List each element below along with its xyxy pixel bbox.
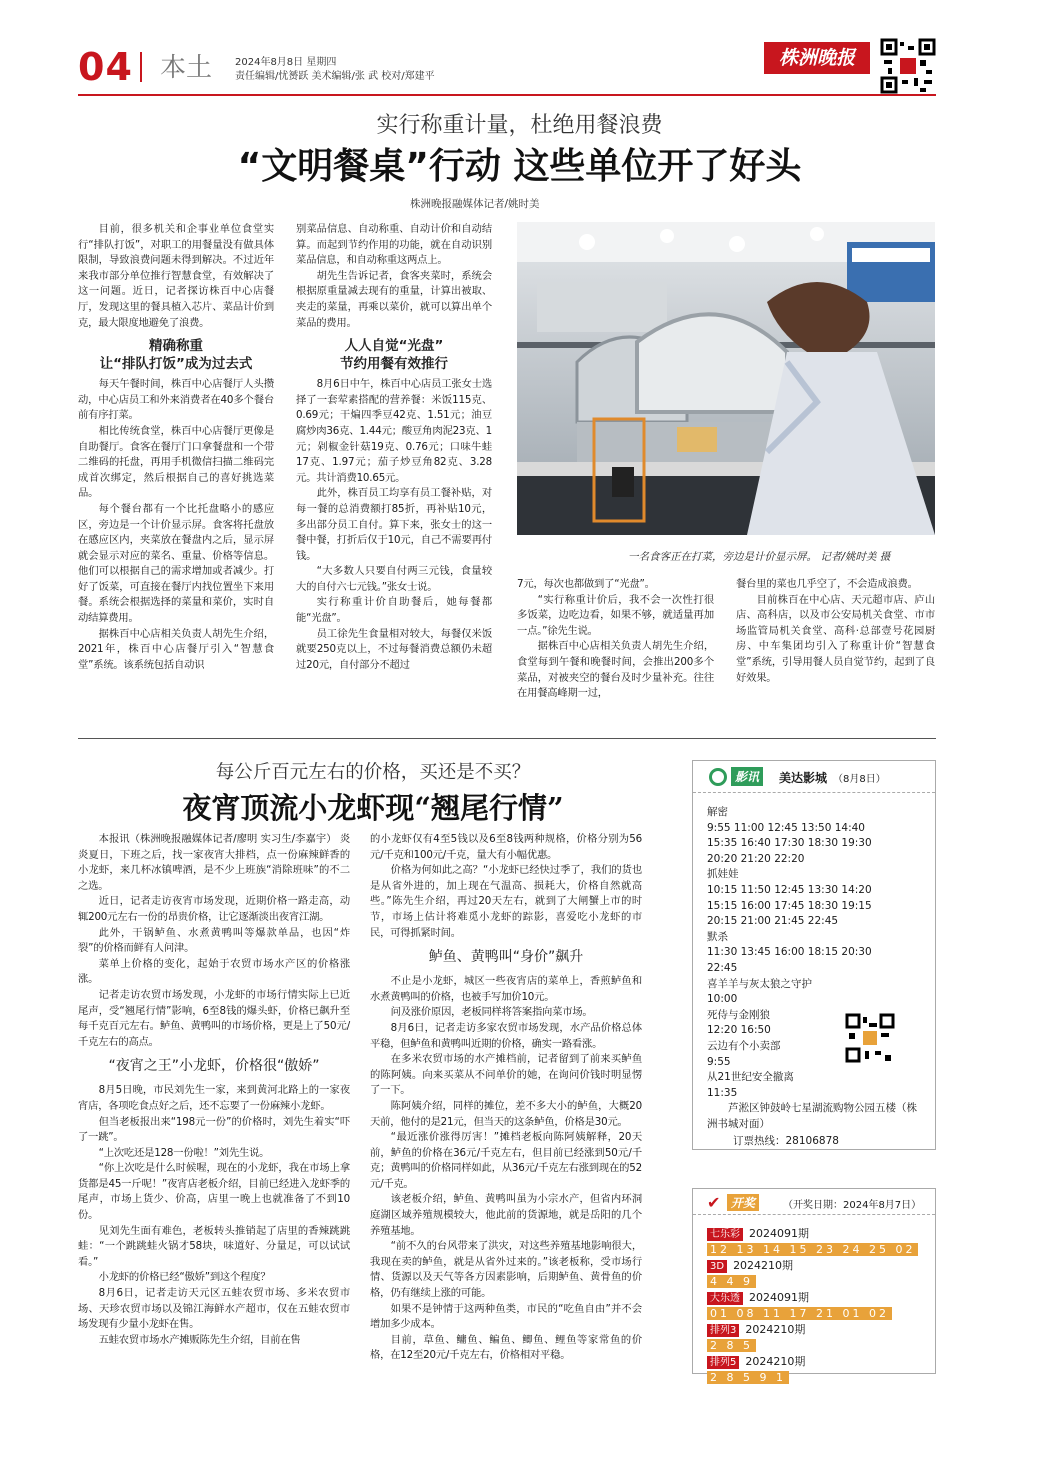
a1-c1-p: 每个餐台都有一个比托盘略小的感应区，旁边是一个计价显示屏。食客将托盘放在感应区内，夹菜放在餐盘内之后，显示屏就会显示对应的菜名、重量、价格等信息。他们可以根据自己的需求增加或者减少。打好了饭菜，可直接在餐厅内找位置坐下来用餐。系统会根据选择的菜量和菜价，实时自动结算费用。 [78, 502, 274, 625]
a1-c2-p: “大多数人只要自付两三元钱，食量较大的自付六七元钱。”张女士说。 [296, 565, 492, 593]
film-title: 喜羊羊与灰太狼之守护 [707, 977, 812, 990]
a2-c1-p: 8月5日晚，市民刘先生一家，来到黄河北路上的一家夜宵店，各项吃食点好之后，还不忘要了一份麻辣小龙虾。 [78, 1084, 350, 1112]
article1-col2 [296, 222, 492, 673]
checkmark-icon: ✔ [707, 1193, 721, 1212]
lottery-row [707, 1286, 935, 1304]
a2-c2-p: 在多米农贸市场的水产摊档前，记者留到了前来买鲈鱼的陈阿姨。向来买菜从不问单价的她，在询问价钱时明显愣了一下。 [370, 1053, 642, 1097]
a2-c1-p: “上次吃还是128一份啦！”刘先生说。 [98, 1146, 270, 1159]
a1-c2-p: 胡先生告诉记者，食客夹菜时，系统会根据原重量减去现有的重量，计算出被取、夹走的菜量，再乘以菜价，就可以算出单个菜品的费用。 [296, 269, 492, 329]
a1-subhead2-line1: 人人自觉“光盘” [344, 338, 444, 355]
masthead-logo: 株洲晚报 [764, 42, 870, 74]
a1-c3-p: 7元，每次也都做到了“光盘”。 [517, 578, 655, 590]
lottery-numbers: 01 08 11 17 21 01 02 [707, 1307, 892, 1320]
a2-c2-p: 陈阿姨介绍，同样的摊位，差不多大小的鲈鱼，大概20天前，他付的是21元，但当天的这条鲈鱼，价格是30元。 [370, 1099, 642, 1128]
article1-headline: “文明餐桌”行动 这些单位开了好头 [237, 146, 802, 187]
header-qr-code [880, 38, 936, 94]
cinema-name: 美达影城 [779, 771, 828, 785]
lottery-box [692, 1188, 936, 1384]
lottery-name: 七乐彩 [707, 1228, 743, 1241]
a2-c1-p: 本报讯（株洲晚报融媒体记者/廖明 实习生/李嘉宇） 炎炎夏日，下班之后，找一家夜宵大排档，点一份麻辣鲜香的小龙虾，来几杯冰镇啤酒，是不少上班族“消除班味”的不二之选。 [78, 833, 350, 892]
lottery-name: 大乐透 [707, 1292, 743, 1305]
lottery-numbers: 2 8 5 9 1 [707, 1371, 789, 1384]
a2-subhead1: “夜宵之王”小龙虾，价格很“傲娇” [108, 1058, 320, 1075]
film-title: 默杀 [707, 930, 728, 943]
header-rule [78, 94, 936, 96]
article2-headline: 夜宵顶流小龙虾现“翘尾行情” [182, 791, 564, 825]
lottery-row [707, 1222, 935, 1240]
a2-c1-p: 菜单上价格的变化，起始于农贸市场水产区的价格涨涨。 [78, 957, 350, 986]
cinema-address: 芦淞区钟鼓岭七星湖流购物公园五楼（株洲书城对面） [707, 1102, 917, 1130]
a2-subhead2: 鲈鱼、黄鸭叫“身价”飙升 [428, 949, 584, 966]
lottery-issue: 2024210期 [733, 1259, 794, 1272]
a2-c2-p: 目前，草鱼、鳙鱼、鳊鱼、鲫鱼、鲤鱼等家常鱼的价格，在12至20元/千克左右，价格相对平稳。 [370, 1333, 642, 1362]
film-title: 死侍与金刚狼 [707, 1008, 770, 1021]
a2-c1-p: 近日，记者走访夜宵市场发现，近期价格一路走高，动辄200元左右一份的昂贵价格，让它逐渐淡出夜宵江湖。 [78, 895, 350, 923]
article2-col2 [370, 832, 642, 1364]
film-times: 11:35 [707, 1086, 738, 1099]
lottery-name: 3D [707, 1260, 727, 1273]
lottery-row [707, 1318, 935, 1336]
lottery-date: （开奖日期：2024年8月7日） [783, 1200, 922, 1211]
a2-c2-p: 8月6日，记者走访多家农贸市场发现，水产品价格总体平稳，但鲈鱼和黄鸭叫近期的价格，确实一路看涨。 [370, 1021, 642, 1050]
a1-c4-p: 目前株百在中心店、天元超市店、庐山店、高科店，以及市公安局机关食堂、市市场监管局机关食堂、高科·总部壹号花园厨房、中车集团均引入了称重计价“智慧食堂”系统，引导用餐人员自觉节约，起到了良好效果。 [736, 593, 935, 684]
article1-photo-caption: 一名食客正在打菜，旁边是计价显示屏。 记者/姚时美 摄 [628, 551, 891, 563]
lottery-issue: 2024091期 [749, 1291, 809, 1304]
film-times: 15:35 16:40 17:30 18:30 19:30 [707, 837, 872, 850]
a2-c2-p: 如果不是钟情于这两种鱼类，市民的“吃鱼自由”并不会增加多少成本。 [370, 1302, 642, 1331]
section-divider [78, 738, 936, 739]
a1-c2-p: 实行称重计价自助餐后，她每餐都能“光盘”。 [296, 596, 492, 625]
lottery-row [707, 1350, 935, 1368]
a1-c2-p: 此外，株百员工均享有员工餐补贴，对每一餐的总消费额打85折，再补贴10元，多出部分员工自付。算下来，张女士的这一餐中餐，打折后仅于10元，自己不需要再付钱。 [296, 487, 492, 562]
cinema-box [692, 760, 936, 1150]
lottery-badge: 开奖 [727, 1194, 759, 1211]
section-name: 本土 [160, 53, 213, 83]
film-title: 解密 [707, 806, 728, 818]
a1-c1-p: 目前，很多机关和企事业单位食堂实行“排队打饭”，对职工的用餐量没有做具体限制，导致浪费问题未得到解决。不过近年来我市部分单位推行智慧食堂，有效解决了这一问题。近日，记者探访株百中心店餐厅，发现这里的餐具植入芯片、菜品计价到克，最大限度地避免了浪费。 [78, 223, 274, 329]
a1-subhead2 [296, 337, 492, 373]
cinema-badge: 影讯 [731, 767, 763, 786]
editors-line: 责任编辑/忧赟跃 美术编辑/张 武 校对/郑建平 [235, 71, 435, 82]
article2-kicker: 每公斤百元左右的价格，买还是不买？ [215, 762, 531, 783]
a1-subhead1-line2: 让“排队打饭”成为过去式 [99, 356, 253, 373]
a2-c1-p: 记者走访农贸市场发现，小龙虾的市场行情实际上已近尾声，受“翘尾行情”影响，6至8钱的爆头虾，价格已飙升至每千克百元左右。鲈鱼、黄鸭叫的市场价格，更是上了50元/千克左右的高点。 [78, 988, 350, 1048]
film-times: 9:55 [707, 1055, 731, 1068]
lottery-numbers: 2 8 5 [707, 1339, 756, 1352]
article1-col4 [736, 577, 935, 686]
a1-subhead1-line1: 精确称重 [149, 338, 203, 355]
a2-c2-p: 不止是小龙虾，城区一些夜宵店的菜单上，香煎鲈鱼和水煮黄鸭叫的价格，也被手写加价10元。 [370, 975, 642, 1003]
lottery-row [707, 1254, 935, 1272]
film-times: 11:30 13:45 16:00 18:15 20:30 [707, 946, 872, 959]
a1-subhead1 [78, 337, 274, 373]
a1-c3-p: “实行称重计价后，我不会一次性打很多饭菜，边吃边看，如果不够，就适量再加一点。”徐先生说。 [517, 593, 714, 637]
a1-c1-p: 据株百中心店相关负责人胡先生介绍，2021年，株百中心店餐厅引入“智慧食堂”系统。该系统包括自动识 [78, 627, 274, 671]
article2-col1 [78, 832, 350, 1348]
a1-subhead2-line2: 节约用餐有效推行 [340, 356, 448, 373]
article1-photo [517, 222, 935, 535]
lottery-issue: 2024210期 [745, 1355, 806, 1368]
a1-c2-p: 员工徐先生食量相对较大，每餐仅米饭就要250克以上，不过每餐消费总额仍未超过20元，自付部分不超过 [296, 627, 492, 671]
lottery-name: 排列5 [707, 1356, 739, 1369]
page-number: 04 [78, 45, 133, 89]
article1-col3 [517, 577, 714, 702]
film-title: 云边有个小卖部 [707, 1039, 781, 1052]
cinema-date: （8月8日） [833, 774, 886, 785]
a1-c3-p: 据株百中心店相关负责人胡先生介绍，食堂每到午餐和晚餐时间，会推出200多个菜品，对被夹空的餐台及时少量补充。往往在用餐高峰期一过， [517, 640, 714, 700]
a2-c1-p: “你上次吃是什么时候喔，现在的小龙虾，我在市场上拿货都是45一斤呢！”夜宵店老板介绍，目前已经进入龙虾季的尾声，市场上货少、价高，店里一晚上也就准备了不到10份。 [78, 1162, 350, 1222]
a1-c1-p: 每天午餐时间，株百中心店餐厅人头攒动，中心店员工和外来消费者在40多个餐台前有序打菜。 [78, 378, 274, 422]
a2-c1-p: 8月6日，记者走访天元区五蛙农贸市场、多米农贸市场、天珍农贸市场以及锦江海鲜水产超市，仅在五蛙农贸市场发现有少量小龙虾在售。 [78, 1287, 350, 1331]
cinema-hotline: 订票热线：28106878 [733, 1135, 839, 1147]
a2-c1-p: 但当老板报出来“198元一份”的价格时，刘先生着实“吓了一跳”。 [78, 1115, 350, 1144]
film-times: 20:20 21:20 22:20 [707, 852, 805, 865]
film-title: 从21世纪安全撤离 [707, 1071, 794, 1084]
a2-c2-p: 问及涨价原因，老板同样将答案指向菜市场。 [390, 1006, 593, 1019]
film-times: 10:15 11:50 12:45 13:30 14:20 [707, 883, 872, 896]
film-times: 20:15 21:00 21:45 22:45 [707, 915, 839, 928]
header-divider [140, 52, 142, 82]
cinema-listing [693, 793, 935, 1101]
lottery-numbers: 12 13 14 15 23 24 25 02 [707, 1243, 918, 1256]
a1-c4-p: 餐台里的菜也几乎空了，不会造成浪费。 [736, 578, 918, 590]
a2-c2-p: “前不久的台风带来了洪灾，对这些养殖基地影响很大，我现在卖的鲈鱼，就是从省外过来的。”该老板称，受市场行情、货源以及天气等各方因素影响，后期鲈鱼、黄骨鱼的价格，仍有继续上涨的可能。 [370, 1240, 642, 1300]
lottery-numbers: 4 4 9 [707, 1275, 756, 1288]
article1-byline: 株洲晚报融媒体记者/姚时美 [410, 198, 540, 210]
film-times: 12:20 16:50 [707, 1024, 771, 1037]
a2-c2-p: 该老板介绍，鲈鱼、黄鸭叫虽为小宗水产，但省内环洞庭湖区域养殖规模较大，他此前的货源地，就是岳阳的几个养殖基地。 [370, 1193, 642, 1237]
lottery-name: 排列3 [707, 1324, 739, 1337]
a2-c2-p: 的小龙虾仅有4至5钱以及6至8钱两种规格，价格分别为56元/千克和100元/千克，量大有小幅优惠。 [370, 833, 642, 861]
a2-c1-p: 五蛙农贸市场水产摊贩陈先生介绍，目前在售 [98, 1333, 301, 1346]
a2-c2-p: “最近涨价涨得厉害！”摊档老板向陈阿姨解释，20天前，鲈鱼的价格在36元/千克左右，但目前已经涨到50元/千克；黄鸭叫的价格同样如此，从36元/千克左右涨到现在的52元/千克。 [370, 1131, 642, 1190]
lottery-issue: 2024210期 [745, 1323, 806, 1336]
lottery-issue: 2024091期 [749, 1227, 809, 1240]
article1-col1 [78, 222, 274, 673]
film-times: 9:55 11:00 12:45 13:50 14:40 [707, 821, 865, 834]
a2-c1-p: 小龙虾的价格已经“傲娇”到这个程度？ [98, 1271, 271, 1284]
film-times: 22:45 [707, 961, 738, 974]
film-times: 15:15 16:00 17:45 18:30 19:15 [707, 899, 872, 912]
a2-c1-p: 此外，干锅鲈鱼、水煮黄鸭叫等爆款单品，也因“炸裂”的价格而鲜有人问津。 [78, 926, 350, 955]
a2-c2-p: 价格为何如此之高？“小龙虾已经快过季了，我们的货也是从省外进的，加上现在气温高、损耗大，价格自然就高些。”陈先生介绍，再过20天左右，就到了大闸蟹上市的时节，市场上估计将难觅小龙虾的踪影，喜爱吃小龙虾的市民，可得抓紧时间。 [370, 864, 642, 939]
film-title: 抓娃娃 [707, 868, 739, 881]
a1-c2-p: 8月6日中午，株百中心店员工张女士选择了一套荤素搭配的营养餐：米饭115克、0.69元；干煸四季豆42克、1.51元；油豆腐炒肉36克、1.44元；酸豆角肉泥23克、1元；剁椒金针菇19克、0.76元；口味牛蛙17克、1.97元；茄子炒豆角82克、3.28元。共计消费10.65元。 [296, 378, 492, 484]
date-line: 2024年8月8日 星期四 [235, 57, 337, 68]
cinema-qr-code [845, 1013, 895, 1063]
film-times: 10:00 [707, 993, 738, 1006]
a1-c2-p: 别菜品信息、自动称重、自动计价和自动结算。而起到节约作用的功能，就在自动识别菜品信息，和自动称重这两点上。 [296, 223, 492, 267]
a2-c1-p: 见刘先生面有难色，老板转头推销起了店里的香辣跳跳蛙：“一个跳跳蛙火锅才58块，味道好、分量足，可以试试看。” [78, 1224, 350, 1268]
film-reel-icon [709, 768, 727, 786]
a1-c1-p: 相比传统食堂，株百中心店餐厅更像是自助餐厅。食客在餐厅门口拿餐盘和一个带二维码的托盘，再用手机微信扫描二维码完成首次绑定，然后根据自己的喜好挑选菜品。 [78, 424, 274, 500]
article1-kicker: 实行称重计量，杜绝用餐浪费 [376, 113, 663, 138]
